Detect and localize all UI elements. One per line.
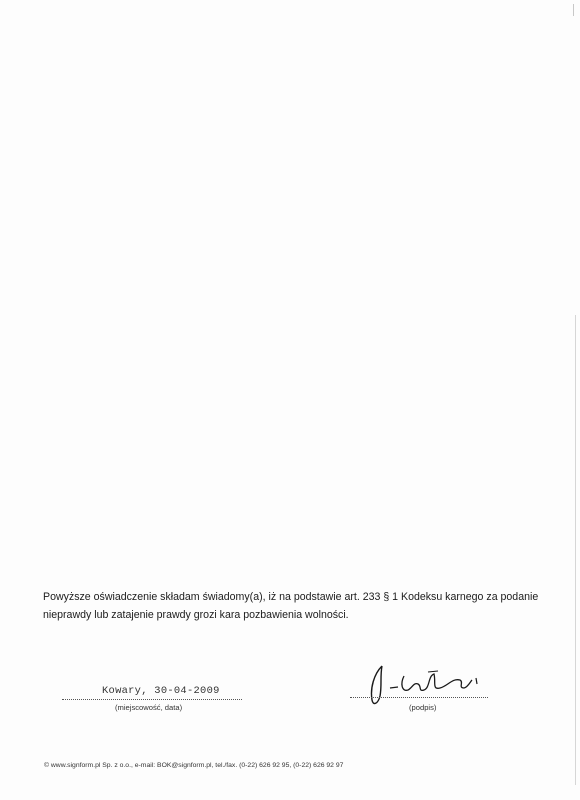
scan-corner-mark [569,4,574,16]
place-date-caption: (miejscowość, data) [115,703,183,712]
signature-caption: (podpis) [409,703,437,712]
place-date-value: Kowary, 30-04-2009 [102,685,220,697]
scan-edge-line [575,315,576,785]
place-date-dotted-line [62,699,242,700]
footer-text: © www.signform.pl Sp. z o.o., e-mail: BOK@signform.pl, tel./fax. (0-22) 626 92 95, (0-22) 626 92 97 [44,762,344,769]
declaration-line-1: Powyższe oświadczenie składam świadomy(a), iż na podstawie art. 233 § 1 Kodeksu karnego za podanie [43,591,539,603]
declaration-text [43,588,543,624]
declaration-line-2: nieprawdy lub zatajenie prawdy grozi kara pozbawienia wolności. [43,609,349,621]
signature-dotted-line [350,697,488,698]
